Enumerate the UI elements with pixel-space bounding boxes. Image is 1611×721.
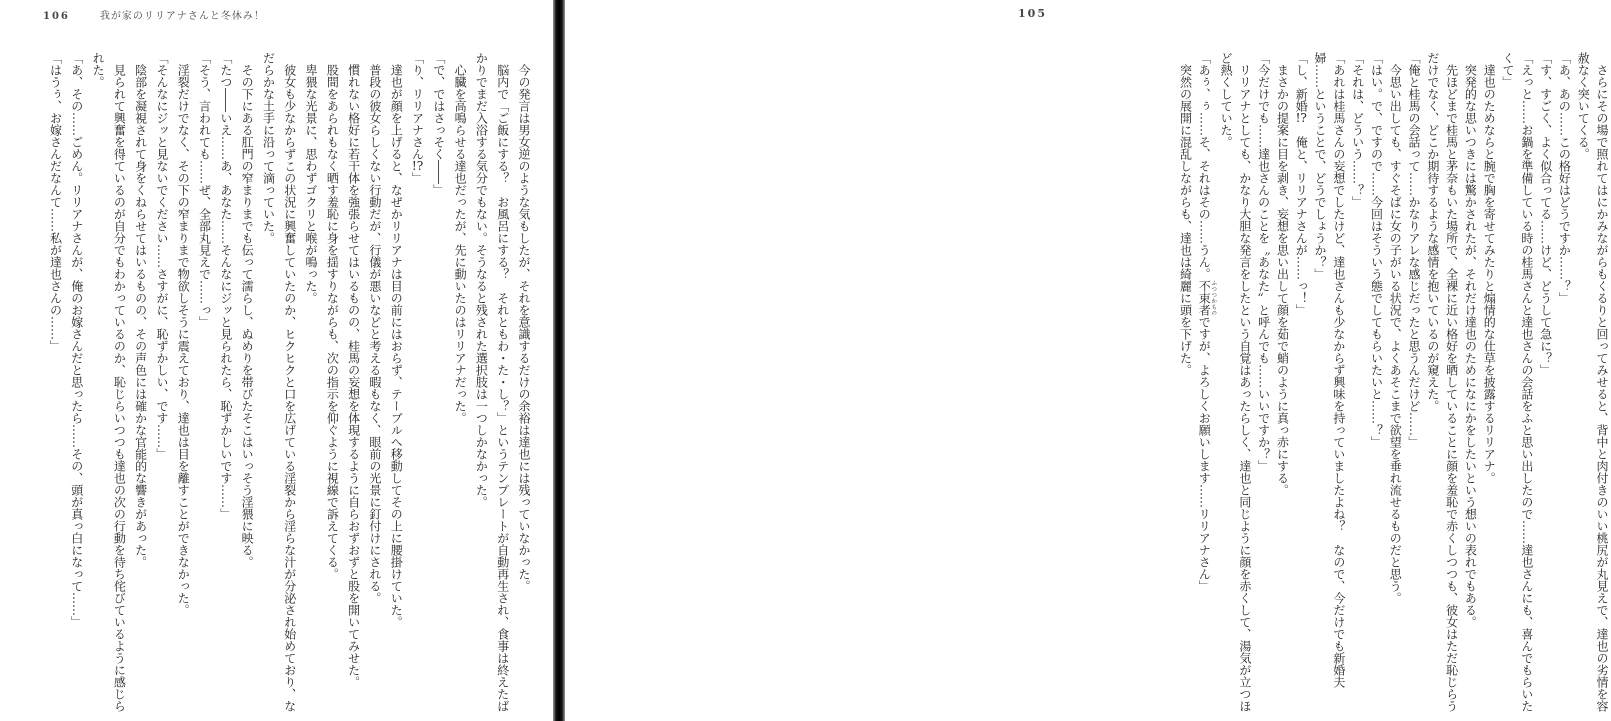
paragraph: 慣れない格好に若干体を強張らせてはいるものの、桂馬の妄想を体現するように自らおずおずと股を開いてみせた。 bbox=[346, 64, 361, 688]
right-page-number: 105 bbox=[1018, 7, 1047, 20]
furigana-ruby: 不束者 ふつつかもの bbox=[1197, 280, 1217, 316]
paragraph: 「俺と桂馬の会話って……かなりアレな感じだったと思うんだけど……」 bbox=[1407, 52, 1422, 448]
left-page-number: 106 bbox=[43, 11, 70, 22]
paragraph: 「し、新婚!? 俺と、リリアナさんが……っ！」 bbox=[1294, 52, 1309, 316]
tatechuyoko: !? bbox=[1295, 112, 1307, 124]
paragraph: 「それは、どういう……？」 bbox=[1350, 52, 1365, 208]
paragraph: 「あ、あの……この格好はどうですか……？」 bbox=[1557, 52, 1572, 304]
paragraph: 「り、リリアナさん!?」 bbox=[410, 52, 425, 184]
paragraph: 「たつ――いえ……あ、あなた……そんなにジッと見られたら、恥ずかしいです……」 bbox=[218, 52, 233, 520]
paragraph: 股間をあられもなく晒す羞恥に身を揺すりながらも、次の指示を仰ぐように視線で訴えてくる。 bbox=[325, 64, 340, 580]
paragraph: 彼女も少なからずこの状況に興奮していたのか、ヒクヒクと口を広げている淫裂から淫らな汁が分泌され始めており、なだらかな土手に沿って滴っていた。 bbox=[261, 52, 297, 712]
paragraph: 陰部を凝視されて身をくねらせてはいるものの、その声色には確かな官能的な響きがあった。 bbox=[133, 64, 148, 568]
paragraph: 「えっと……お鍋を準備している時の桂馬さんと達也さんの会話をふと思い出したので……達也さんにも、喜んでもらいたくて」 bbox=[1501, 52, 1534, 712]
paragraph: 「はうぅ、お嫁さんだなんて……私が達也さんの……」 bbox=[48, 52, 63, 352]
paragraph: 達也が顔を上げると、なぜかリリアナは目の前にはおらず、テーブルへ移動してその上に腰掛けていた。 bbox=[389, 64, 404, 628]
page-gutter bbox=[553, 0, 565, 721]
paragraph: 突然の展開に混乱しながらも、達也は綺麗に頭を下げた。 bbox=[1178, 64, 1193, 376]
paragraph: その下にある肛門の窄まりまでも伝って濡らし、ぬめりを帯びたそこはいっそう淫猥に映る。 bbox=[240, 64, 255, 568]
paragraph: 「今だけでも……達也さんのことを〝あなた〟と呼んでも……いいですか？」 bbox=[1256, 52, 1271, 472]
paragraph: 「あ、その……ごめん。リリアナさんが、俺のお嫁さんだと思ったら……その、頭が真っ白になって……」 bbox=[69, 52, 84, 628]
left-page-header bbox=[43, 7, 265, 22]
tatechuyoko: !? bbox=[411, 160, 424, 172]
paragraph: 「あれは桂馬さんの妄想でしたけど、達也さんも少なからず興味を持っていましたよね？ なので、今だけでも新婚夫婦……ということで、どうでしょうか？」 bbox=[1313, 52, 1346, 688]
paragraph: 淫裂だけでなく、その下の窄まりまで物欲しそうに震えており、達也は目を離すことができなかった。 bbox=[176, 64, 191, 616]
paragraph: 普段の彼女らしくない行動だが、行儀が悪いなどと考える暇もなく、眼前の光景に釘付けにされる。 bbox=[367, 64, 382, 604]
paragraph: 卑猥な光景に、思わずゴクリと喉が鳴った。 bbox=[304, 64, 319, 304]
paragraph: 今思い出しても、すぐそばに女の子がいる状況で、よくあそこまで欲望を垂れ流せるものだと思う。 bbox=[1388, 64, 1403, 604]
left-page[interactable] bbox=[0, 0, 553, 721]
right-page[interactable] bbox=[565, 0, 1609, 721]
paragraph: 見られて興奮を得ているのが自分でもわかっているのか、恥じらいつつも達也の次の行動を待ち侘びているように感じられた。 bbox=[91, 52, 127, 712]
right-page-text bbox=[1177, 52, 1611, 712]
book-title: 我が家のリリアナさんと冬休み！ bbox=[99, 11, 265, 22]
paragraph: 「そう、言われても……ぜ、全部丸見えで……っ」 bbox=[197, 52, 212, 328]
paragraph: 「あぅ、ぅ……そ、それはその……うん。不束者 ふつつかものですが、よろしくお願いします……リリアナさん」 bbox=[1197, 52, 1217, 592]
paragraph: 脳内で「ご飯にする？ お風呂にする？ それともわ・た・し？」というテンプレートが自動再生され、食事は終えたばかりでまだ入浴する気分でもない。そうなると残された選択肢は一つしかなかった。 bbox=[474, 52, 510, 712]
paragraph: 「で、ではさっそく――」 bbox=[431, 52, 446, 196]
paragraph: まさかの提案に目を剥き、妄想を思い出して顔を茹で蛸のように真っ赤にする。 bbox=[1275, 64, 1290, 496]
paragraph: 達也のためならと腕で胸を寄せてみたりと煽情的な仕草を披露するリリアナ。 bbox=[1482, 64, 1497, 484]
left-page-text bbox=[42, 52, 534, 712]
paragraph: 突発的な思いつきには驚かされたが、それだけ達也のためになにかをしたいという想いの表れでもある。 bbox=[1463, 64, 1478, 628]
paragraph: 「す、すごく、よく似合ってる……けど、どうして急に？」 bbox=[1538, 52, 1553, 376]
paragraph: 今の発言は男女逆のような気もしたが、それを意識するだけの余裕は達也には残っていなかった。 bbox=[517, 64, 531, 592]
paragraph: 先ほどまで桂馬と茅奈もいた場所で、全裸に近い格好を晒していることに顔を羞恥で赤くしつつも、彼女はただ恥じらうだけでなく、どこか期待するような感情を抱いているのが窺えた。 bbox=[1425, 52, 1459, 712]
paragraph: リリアナとしても、かなり大胆な発言をしたという自覚はあったらしく、達也と同じように顔を赤くして、湯気が立つほど熱くしていた。 bbox=[1219, 52, 1252, 712]
paragraph: 「はい。で、ですので……今回はそういう態でしてもらいたいと……？」 bbox=[1369, 52, 1384, 448]
paragraph: さらにその場で照れてはにかみながらもくるりと回ってみせると、背中と肉付きのいい桃尻が丸見えで、達也の劣情を容赦なく突いてくる。 bbox=[1576, 52, 1609, 712]
paragraph: 「そんなにジッと見ないでください……さすがに、恥ずかしい、です……」 bbox=[154, 52, 169, 460]
paragraph: 心臓を高鳴らせる達也だったが、先に動いたのはリリアナだった。 bbox=[453, 64, 468, 424]
